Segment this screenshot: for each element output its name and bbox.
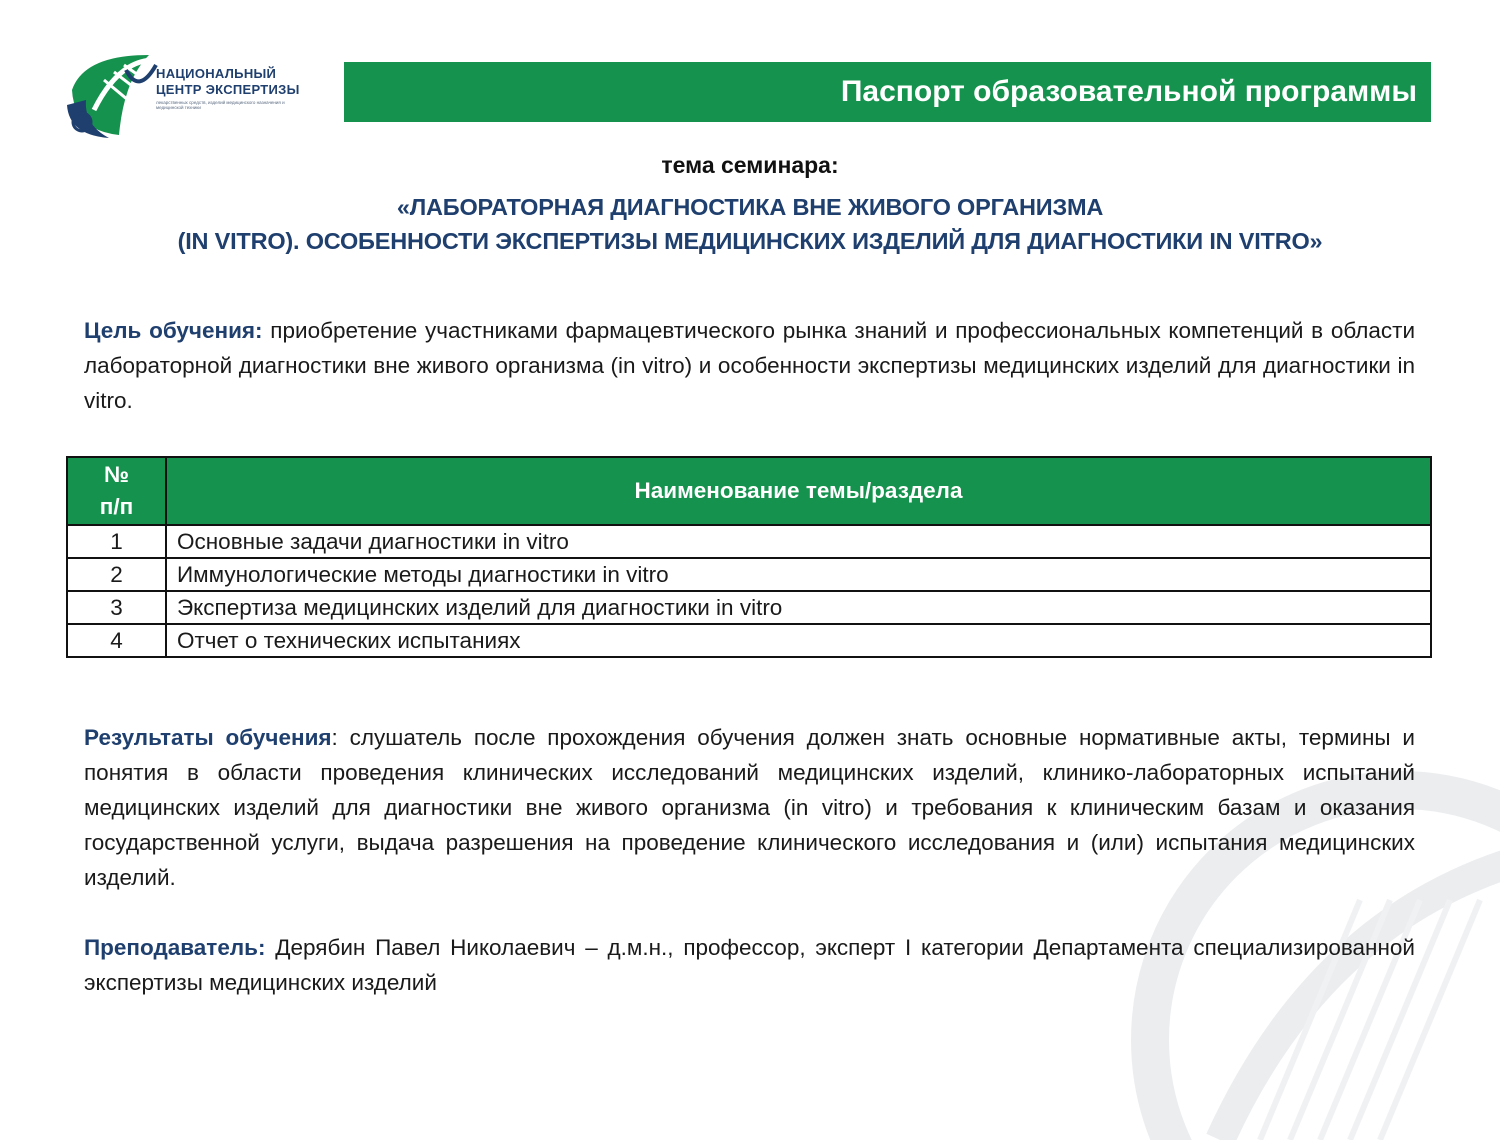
- page-title: Паспорт образовательной программы: [840, 75, 1417, 108]
- table-row: [67, 591, 1431, 624]
- header-bar: [344, 62, 1431, 122]
- table-row: [67, 624, 1431, 657]
- logo-text: [156, 66, 326, 110]
- goal-label: Цель обучения:: [84, 318, 263, 343]
- results-label: Результаты обучения: [84, 725, 332, 750]
- row-topic-name: Основные задачи диагностики in vitro: [166, 525, 1431, 558]
- topics-table: [66, 456, 1432, 658]
- teacher-paragraph: [84, 930, 1415, 1000]
- row-number: 2: [67, 558, 166, 591]
- results-text: слушатель после прохождения обучения должен знать основные нормативные акты, термины и понятия в области проведения клинических исследований медицинских изделий, клинико-лабораторных испытаний медицинских изделий для диагностики вне живого организма (in vitro) и требования к клиническим базам и оказания государственной услуги, выдача разрешения на проведение клинического исследования и (или) испытания медицинских изделий.: [84, 725, 1415, 890]
- table-row: [67, 525, 1431, 558]
- table-row: [67, 558, 1431, 591]
- seminar-title: [60, 190, 1440, 258]
- logo-subtitle: лекарственных средств, изделий медицинского назначения и медицинской техники: [156, 100, 285, 110]
- column-header-number-line-1: №: [103, 462, 130, 487]
- row-topic-name: Отчет о технических испытаниях: [166, 624, 1431, 657]
- seminar-label: тема семинара:: [661, 152, 839, 178]
- logo-line-2: ЦЕНТР ЭКСПЕРТИЗЫ: [156, 82, 300, 97]
- row-topic-name: Иммунологические методы диагностики in vitro: [166, 558, 1431, 591]
- row-topic-name: Экспертиза медицинских изделий для диагностики in vitro: [166, 591, 1431, 624]
- goal-paragraph: [84, 313, 1415, 418]
- row-number: 4: [67, 624, 166, 657]
- row-number: 1: [67, 525, 166, 558]
- teacher-label: Преподаватель:: [84, 935, 266, 960]
- column-header-name: Наименование темы/раздела: [166, 457, 1431, 525]
- seminar-title-line-2: (IN VITRO). ОСОБЕННОСТИ ЭКСПЕРТИЗЫ МЕДИЦИНСКИХ ИЗДЕЛИЙ ДЛЯ ДИАГНОСТИКИ IN VITRO»: [177, 228, 1323, 254]
- teacher-text: Дерябин Павел Николаевич – д.м.н., профессор, эксперт I категории Департамента специализированной экспертизы медицинских изделий: [84, 935, 1415, 995]
- logo-line-1: НАЦИОНАЛЬНЫЙ: [156, 66, 277, 81]
- results-colon: :: [331, 725, 338, 750]
- goal-text: приобретение участниками фармацевтического рынка знаний и профессиональных компетенций в области лабораторной диагностики вне живого организма (in vitro) и особенности экспертизы медицинских изделий для диагностики in vitro.: [84, 318, 1416, 413]
- column-header-number-line-2: п/п: [99, 494, 134, 519]
- results-paragraph: [84, 720, 1415, 895]
- column-header-number: [67, 457, 166, 525]
- table-header-row: [67, 457, 1431, 525]
- row-number: 3: [67, 591, 166, 624]
- seminar-title-line-1: «ЛАБОРАТОРНАЯ ДИАГНОСТИКА ВНЕ ЖИВОГО ОРГАНИЗМА: [396, 194, 1104, 220]
